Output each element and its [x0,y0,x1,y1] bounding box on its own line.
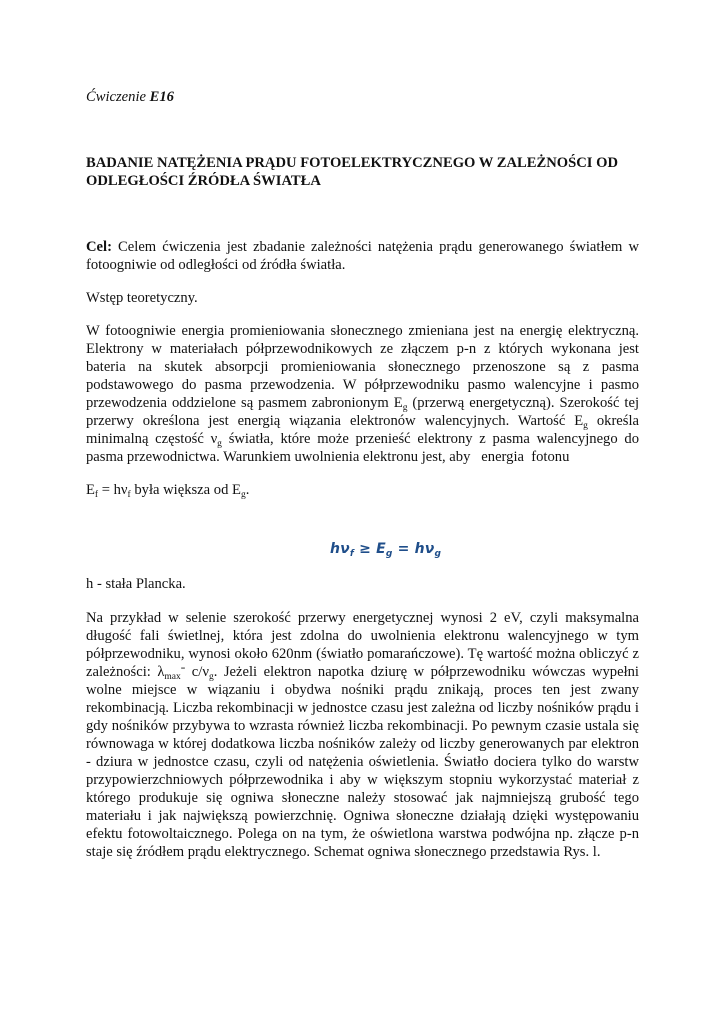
p2-line-4 [86,663,639,681]
p2-line-5: wolne miejsce w wiązaniu i obydwa nośniki prądu znikają, proces ten jest zwany [86,682,639,698]
formula-c: = hν [392,541,435,557]
p2-line-7: gdy nośników przybywa to wzrasta również liczba rekombinacji. Po pewnym czasie ustala się [86,718,639,734]
p2-line-4-b: c/ν [185,664,209,680]
formula-c-sub: g [434,549,442,559]
p2-line-4-a: zależności: λ [86,664,165,680]
formula-b-sub: g [385,549,393,559]
formula-a-sub: f [349,549,355,559]
p2-line-6: rekombinacją. Liczba rekombinacji w jednostce czasu jest zależna od liczby nośników prądu i [86,700,639,716]
p2-line-4-sub: max [164,672,181,682]
photon-energy-formula [330,541,440,563]
p2-line-4-sub2: g [208,672,214,682]
exercise-label: Ćwiczenie [86,89,150,105]
energy-a-sub: f [94,490,99,500]
p1-line-2: Elektrony w materiałach półprzewodnikowych ze złączem p-n z których wykonana jest [86,341,639,357]
p2-line-10: przypowierzchniowych półprzewodnika i aby w większym stopniu wykorzystać materiał z [86,772,639,788]
p1-line-7-sub: g [217,439,222,449]
title-line-2: ODLEGŁOŚCI ŹRÓDŁA ŚWIATŁA [86,173,321,189]
goal-label: Cel: [86,239,112,255]
intro-heading: Wstęp teoretyczny. [86,290,198,306]
p1-line-6-sub: g [583,421,588,431]
p1-line-5-b: (przerwą energetyczną). Szerokość tej [407,395,639,411]
p2-line-14: staje się źródłem prądu elektrycznego. Schemat ogniwa słonecznego przedstawia Rys. l. [86,844,601,860]
p1-line-8: pasma przewodnictwa. Warunkiem uwolnienia elektronu jest, aby energia fotonu [86,449,570,465]
p1-line-6 [86,412,639,430]
p2-line-9: - dziura w jednostce czasu, czyli od natężenia oświetlenia. Światło dociera tylko do warstw [86,754,639,770]
p1-line-6-b: określa [587,413,639,429]
p2-line-4-c: . Jeżeli elektron napotka dziurę w półprzewodniku wówczas wypełni [213,664,639,680]
p1-line-1: W fotoogniwie energia promieniowania słonecznego zmieniana jest na energię elektryczną. [86,323,639,339]
p2-line-11: którego produkuje się ogniwa słoneczne należy stosować jak najmniejszą grubość tego [86,790,639,806]
energy-line [86,481,639,499]
p1-line-7-a: minimalną częstość ν [86,431,218,447]
p1-line-5-a: przewodzenia oddzielone są pasmem zabronionym E [86,395,403,411]
p1-line-6-a: przerwy określona jest energią wiązania elektronów walencyjnych. Wartość E [86,413,584,429]
p2-line-1: Na przykład w selenie szerokość przerwy energetycznej wynosi 2 eV, czyli maksymalna [86,610,639,626]
p1-line-5-sub: g [402,403,408,413]
p2-line-12: materiału i jak największą powierzchnię. Ogniwa słoneczne działają dzięki występowaniu [86,808,639,824]
p1-line-3: bateria na skutek absorpcji promieniowania słonecznego przenoszone są z pasma [86,359,639,375]
formula-b: ≥ E [354,541,386,557]
p2-line-13: efektu fotowoltaicznego. Polega on na tym, że oświetlona warstwa podwójna np. złącze p-n [86,826,639,842]
p2-line-3: półprzewodniku, wynosi około 620nm (światło pomarańczowe). Tę wartość można obliczyć z [86,646,639,662]
goal-line-2: fotoogniwie od odległości od źródła światła. [86,257,346,273]
p1-line-7-b: światła, które może przenieść elektrony z pasma walencyjnego do [221,431,639,447]
exercise-header [86,88,639,106]
exercise-code: E16 [149,89,174,105]
goal-text-1: Celem ćwiczenia jest zbadanie zależności natężenia prądu generowanego światłem w [111,239,639,255]
energy-a: E [86,482,95,498]
p1-line-4: podstawowego do pasma przewodzenia. W półprzewodniku pasmo walencyjne i pasmo [86,377,639,393]
p2-line-4-sup: = [180,664,186,673]
planck-line: h - stała Plancka. [86,576,186,592]
energy-c: była większa od E [130,482,241,498]
p1-line-5 [86,394,639,412]
p2-line-8: równowaga w której dodatkowa liczba nośników zależy od liczby generowanych par elektron [86,736,639,752]
formula-a: hν [330,541,350,557]
energy-c-sub: g [240,490,246,500]
p2-line-2: długość fali świetlnej, która jest zdolna do uwolnienia elektronu walencyjnego w tym [86,628,639,644]
p1-line-7 [86,430,639,448]
goal-line-1 [86,238,639,256]
energy-d: . [245,482,250,498]
energy-b: = hν [98,482,128,498]
energy-b-sub: f [127,490,131,500]
title-line-1: BADANIE NATĘŻENIA PRĄDU FOTOELEKTRYCZNEGO W ZALEŻNOŚCI OD [86,155,618,171]
